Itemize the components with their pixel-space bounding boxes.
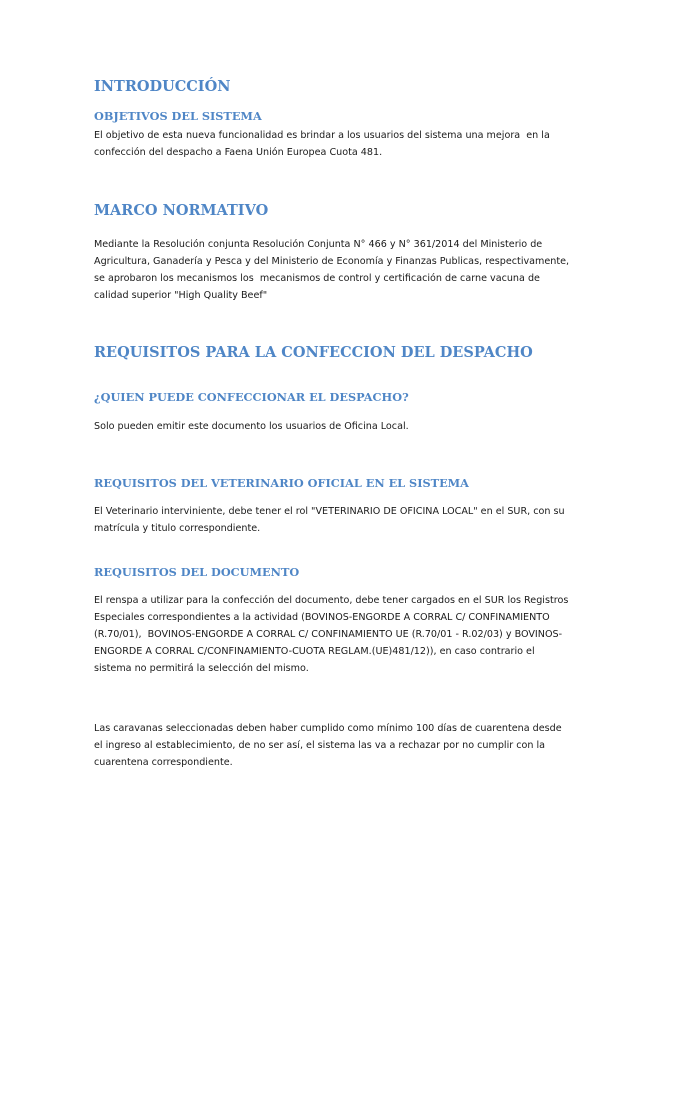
- paragraph-veterinario: El Veterinario interviniente, debe tener el rol "VETERINARIO DE OFICINA LOCAL" en el SUR, con su matrícula y titulo correspondiente.: [94, 506, 565, 534]
- paragraph-documento-renspa: El renspa a utilizar para la confección del documento, debe tener cargados en el SUR los Registros Especiales correspondientes a la actividad (BOVINOS-ENGORDE A CORRAL C/ CONFINAMIENTO (R.70/01), BOVINOS-ENGORDE A CORRAL C/ CONFINAMIENTO UE (R.70/01 - R.02/03) y BOVINOS- ENGORDE A CORRAL C/CONFINAMIENTO-CUOTA REGLAM.(UE)481/12)), en caso contrario el sistema no permitirá la selección del mismo.: [94, 595, 569, 674]
- paragraph-quien-puede: Solo pueden emitir este documento los usuarios de Oficina Local.: [94, 421, 409, 432]
- heading-requisitos: REQUISITOS PARA LA CONFECCION DEL DESPACHO: [94, 344, 533, 361]
- heading-veterinario: REQUISITOS DEL VETERINARIO OFICIAL EN EL SISTEMA: [94, 476, 469, 490]
- heading-marco-normativo: MARCO NORMATIVO: [94, 202, 269, 219]
- heading-objetivos: OBJETIVOS DEL SISTEMA: [94, 109, 262, 123]
- paragraph-objetivos: El objetivo de esta nueva funcionalidad es brindar a los usuarios del sistema una mejora en la confección del despacho a Faena Unión Europea Cuota 481.: [94, 130, 550, 158]
- heading-documento: REQUISITOS DEL DOCUMENTO: [94, 565, 300, 579]
- paragraph-documento-caravanas: Las caravanas seleccionadas deben haber cumplido como mínimo 100 días de cuarentena desde el ingreso al establecimiento, de no ser así, el sistema las va a rechazar por no cumplir con la cuarentena correspondiente.: [94, 723, 562, 768]
- heading-introduccion: INTRODUCCIÓN: [94, 78, 231, 95]
- heading-quien-puede: ¿QUIEN PUEDE CONFECCIONAR EL DESPACHO?: [94, 390, 409, 404]
- paragraph-marco-normativo: Mediante la Resolución conjunta Resolución Conjunta N° 466 y N° 361/2014 del Ministerio de Agricultura, Ganadería y Pesca y del Ministerio de Economía y Finanzas Publicas, respectivamente, se aprobaron los mecanismos los mecanismos de control y certificación de carne vacuna de calidad superior "High Quality Beef": [94, 239, 570, 301]
